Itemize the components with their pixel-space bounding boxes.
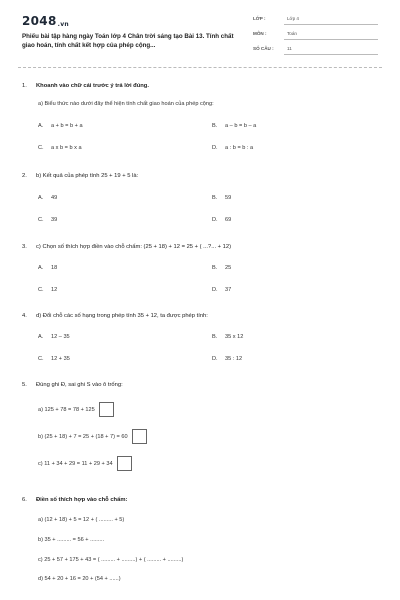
- true-false-item: [38, 429, 147, 444]
- meta-value: Lớp 4: [287, 16, 299, 21]
- option-d[interactable]: [212, 145, 253, 151]
- answer-box[interactable]: [99, 402, 114, 417]
- true-false-item: [38, 456, 132, 471]
- logo-text: 2048: [22, 14, 57, 28]
- fill-in-item[interactable]: b) 35 + ......... = 56 + .........: [38, 537, 105, 543]
- option-b[interactable]: [212, 123, 256, 129]
- question-instruction: Đúng ghi Đ, sai ghi S vào ô trống:: [36, 382, 123, 388]
- option-letter: D.: [212, 356, 218, 362]
- option-text: a x b = b x a: [51, 145, 82, 151]
- worksheet-title: Phiếu bài tập hàng ngày Toán lớp 4 Chân trời sáng tạo Bài 13. Tính chất giao hoán, tính chất kết hợp của phép cộng...: [22, 33, 234, 49]
- question-1-heading: [22, 83, 149, 89]
- question-instruction: Điền số thích hợp vào chỗ chấm:: [36, 497, 128, 503]
- meta-label: LỚP :: [253, 16, 266, 21]
- option-b[interactable]: [212, 195, 231, 201]
- option-letter: A.: [38, 265, 44, 271]
- option-text: 25: [225, 265, 232, 271]
- question-2-heading: [22, 173, 138, 179]
- option-letter: B.: [212, 265, 218, 271]
- question-number: 4.: [22, 313, 27, 319]
- option-d[interactable]: [212, 356, 242, 362]
- meta-value: 11: [287, 46, 292, 51]
- option-text: 37: [225, 287, 232, 293]
- meta-value: Toán: [287, 31, 297, 36]
- option-letter: B.: [212, 195, 218, 201]
- question-stem: d) Đổi chỗ các số hạng trong phép tính 35 + 12, ta được phép tính:: [36, 313, 208, 319]
- site-logo[interactable]: [22, 14, 69, 28]
- option-letter: C.: [38, 287, 44, 293]
- option-b[interactable]: [212, 265, 231, 271]
- option-text: 59: [225, 195, 232, 201]
- question-3-heading: [22, 244, 231, 250]
- question-stem: b) Kết quả của phép tính 25 + 19 + 5 là:: [36, 173, 139, 179]
- option-text: 69: [225, 217, 232, 223]
- option-d[interactable]: [212, 217, 231, 223]
- question-1a-stem: a) Biểu thức nào dưới đây thể hiện tính chất giao hoán của phép cộng:: [38, 101, 214, 107]
- option-text: 35 x 12: [225, 334, 244, 340]
- question-instruction: Khoanh vào chữ cái trước ý trả lời đúng.: [36, 83, 149, 89]
- meta-label: SỐ CÂU :: [253, 46, 274, 51]
- option-letter: C.: [38, 356, 44, 362]
- option-letter: D.: [212, 217, 218, 223]
- option-letter: A.: [38, 195, 44, 201]
- option-a[interactable]: [38, 265, 57, 271]
- question-stem: c) Chọn số thích hợp điền vào chỗ chấm: (25 + 18) + 12 = 25 + ( ...?... + 12): [36, 244, 232, 250]
- meta-underline: [284, 54, 378, 55]
- header-divider: [18, 67, 382, 68]
- option-text: 12 + 35: [51, 356, 70, 362]
- option-letter: D.: [212, 145, 218, 151]
- true-false-item: [38, 402, 114, 417]
- option-letter: C.: [38, 145, 44, 151]
- question-6-heading: [22, 497, 127, 503]
- option-a[interactable]: [38, 334, 70, 340]
- fill-in-item[interactable]: c) 25 + 57 + 175 + 43 = ( ......... + .........) + ( ......... + .........): [38, 557, 184, 563]
- option-letter: B.: [212, 123, 218, 129]
- statement-text: b) (25 + 18) + 7 = 25 + (18 + 7) = 60: [38, 433, 128, 440]
- question-number: 6.: [22, 497, 27, 503]
- option-text: a – b = b – a: [225, 123, 257, 129]
- question-number: 2.: [22, 173, 27, 179]
- statement-text: c) 11 + 34 + 29 = 11 + 29 + 34: [38, 460, 113, 467]
- answer-box[interactable]: [132, 429, 147, 444]
- option-text: 49: [51, 195, 58, 201]
- answer-box[interactable]: [117, 456, 132, 471]
- option-c[interactable]: [38, 217, 57, 223]
- question-number: 5.: [22, 382, 27, 388]
- option-letter: C.: [38, 217, 44, 223]
- question-number: 3.: [22, 244, 27, 250]
- question-5-heading: [22, 382, 123, 388]
- option-d[interactable]: [212, 287, 231, 293]
- option-text: 35 : 12: [225, 356, 243, 362]
- option-letter: A.: [38, 334, 44, 340]
- option-letter: A.: [38, 123, 44, 129]
- option-c[interactable]: [38, 356, 70, 362]
- meta-underline: [284, 39, 378, 40]
- meta-underline: [284, 24, 378, 25]
- option-b[interactable]: [212, 334, 243, 340]
- option-c[interactable]: [38, 287, 57, 293]
- fill-in-item[interactable]: d) 54 + 20 + 16 = 20 + (54 + ......): [38, 576, 121, 582]
- option-a[interactable]: [38, 195, 57, 201]
- logo-suffix: .vn: [57, 21, 69, 28]
- option-text: 12 – 35: [51, 334, 70, 340]
- option-letter: B.: [212, 334, 218, 340]
- option-c[interactable]: [38, 145, 82, 151]
- fill-in-item[interactable]: a) (12 + 18) + 5 = 12 + ( ......... + 5): [38, 517, 125, 523]
- statement-text: a) 125 + 78 = 78 + 125: [38, 406, 95, 413]
- option-text: 18: [51, 265, 58, 271]
- option-text: 39: [51, 217, 58, 223]
- question-4-heading: [22, 313, 208, 319]
- question-number: 1.: [22, 83, 27, 89]
- option-text: a : b = b : a: [225, 145, 254, 151]
- meta-label: MÔN :: [253, 31, 267, 36]
- option-text: a + b = b + a: [51, 123, 83, 129]
- option-text: 12: [51, 287, 58, 293]
- option-a[interactable]: [38, 123, 83, 129]
- option-letter: D.: [212, 287, 218, 293]
